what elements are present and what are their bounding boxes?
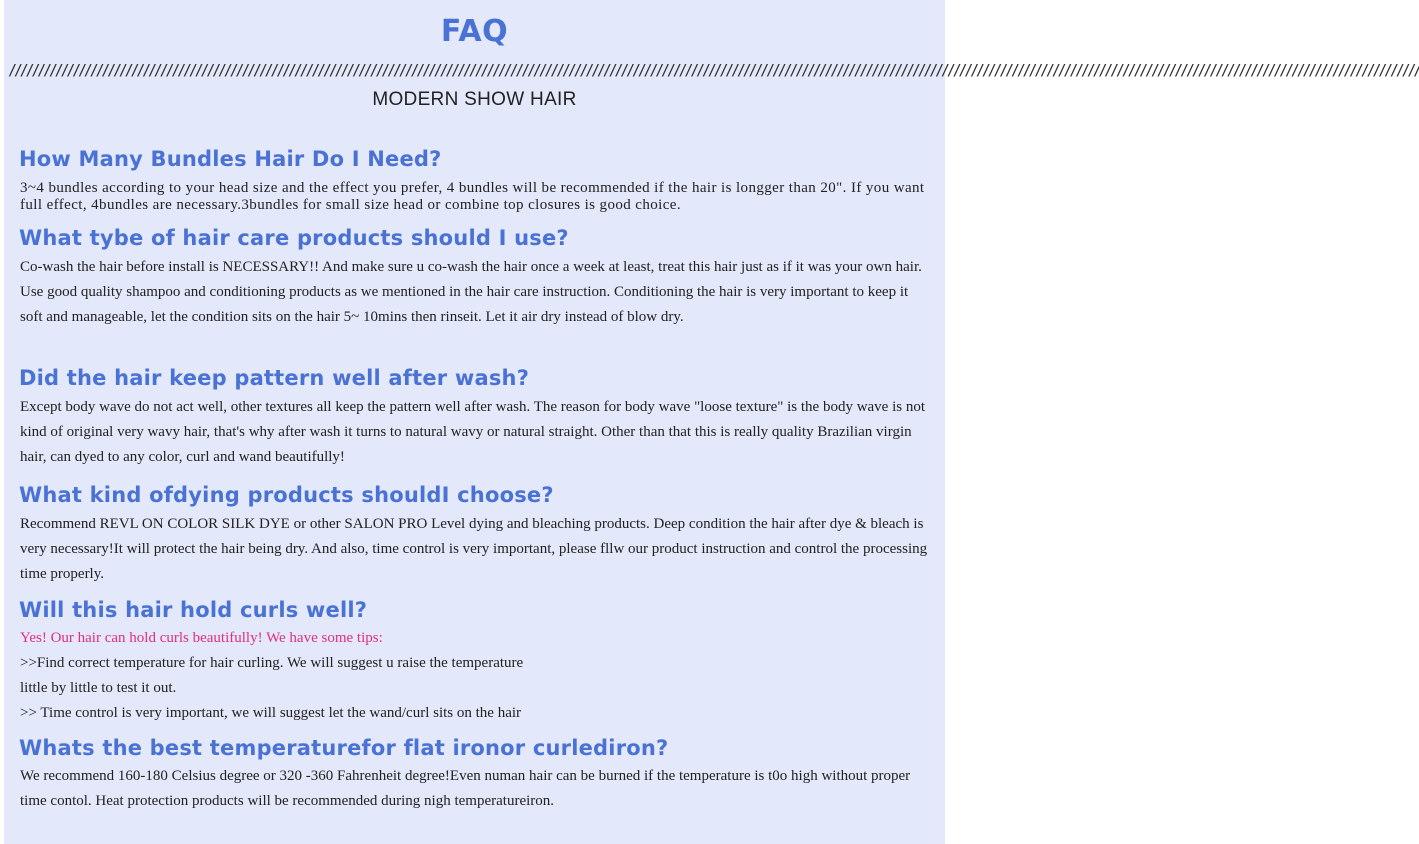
brand-subtitle: MODERN SHOW HAIR <box>372 89 577 110</box>
faq-panel <box>4 0 1419 844</box>
curls-tip-1-line-1: >>Find correct temperature for hair curling. We will suggest u raise the temperature <box>20 655 524 671</box>
curls-tip-1-line-2: little by little to test it out. <box>20 680 177 696</box>
faq-answer-hair-care: Co-wash the hair before install is NECESSARY!! And make sure u co-wash the hair once a week at least, treat this hair just as if it was your own hair. Use good quality shampoo and conditioning products as we mentioned in the hair care instruction. Conditioning the hair is very important to keep it soft and manageable, let the condition sits on the hair 5~ 10mins then rinseit. Let it air dry instead of blow dry. <box>20 259 922 325</box>
faq-answer-temperature: We recommend 160-180 Celsius degree or 320 -360 Fahrenheit degree!Even numan hair can be burned if the temperature is t0o high without proper time contol. Heat protection products will be recommended during nigh temperatureiron. <box>20 768 911 809</box>
slash-divider: ////////////////////////////////////////////////////////////////////////////////////////////////////////////////////////////////////////////////////////////////////////////////////////////////////////////////////////////////////////////////// <box>8 61 1419 79</box>
faq-question-temperature: Whats the best temperaturefor flat ironor curlediron? <box>19 736 669 760</box>
faq-question-curls: Will this hair hold curls well? <box>19 598 368 622</box>
faq-question-pattern: Did the hair keep pattern well after wash? <box>19 366 530 390</box>
faq-question-dying: What kind ofdying products shouldI choose? <box>19 483 554 507</box>
faq-answer-curls <box>20 626 932 726</box>
faq-answer-pattern: Except body wave do not act well, other textures all keep the pattern well after wash. The reason for body wave "loose texture" is the body wave is not kind of original very wavy hair, that's why after wash it turns to natural wavy or natural straight. Other than that this is really quality Brazilian virgin hair, can dyed to any color, curl and wand beautifully! <box>20 399 926 465</box>
curls-highlight: Yes! Our hair can hold curls beautifully! We have some tips: <box>20 630 383 646</box>
faq-answer-bundles: 3~4 bundles according to your head size and the effect you prefer, 4 bundles will be recommended if the hair is longger than 20". If you want full effect, 4bundles are necessary.3bundles for small size head or combine top closures is good choice. <box>20 180 925 213</box>
faq-question-hair-care: What tybe of hair care products should I use? <box>19 226 569 250</box>
faq-answer-dying: Recommend REVL ON COLOR SILK DYE or other SALON PRO Level dying and bleaching products. Deep condition the hair after dye & bleach is very necessary!It will protect the hair being dry. And also, time control is very important, please fllw our product instruction and control the processing time properly. <box>20 516 928 582</box>
page-title: FAQ <box>440 14 509 49</box>
faq-question-bundles: How Many Bundles Hair Do I Need? <box>19 147 442 171</box>
curls-tip-2: >> Time control is very important, we will suggest let the wand/curl sits on the hair <box>20 705 522 721</box>
